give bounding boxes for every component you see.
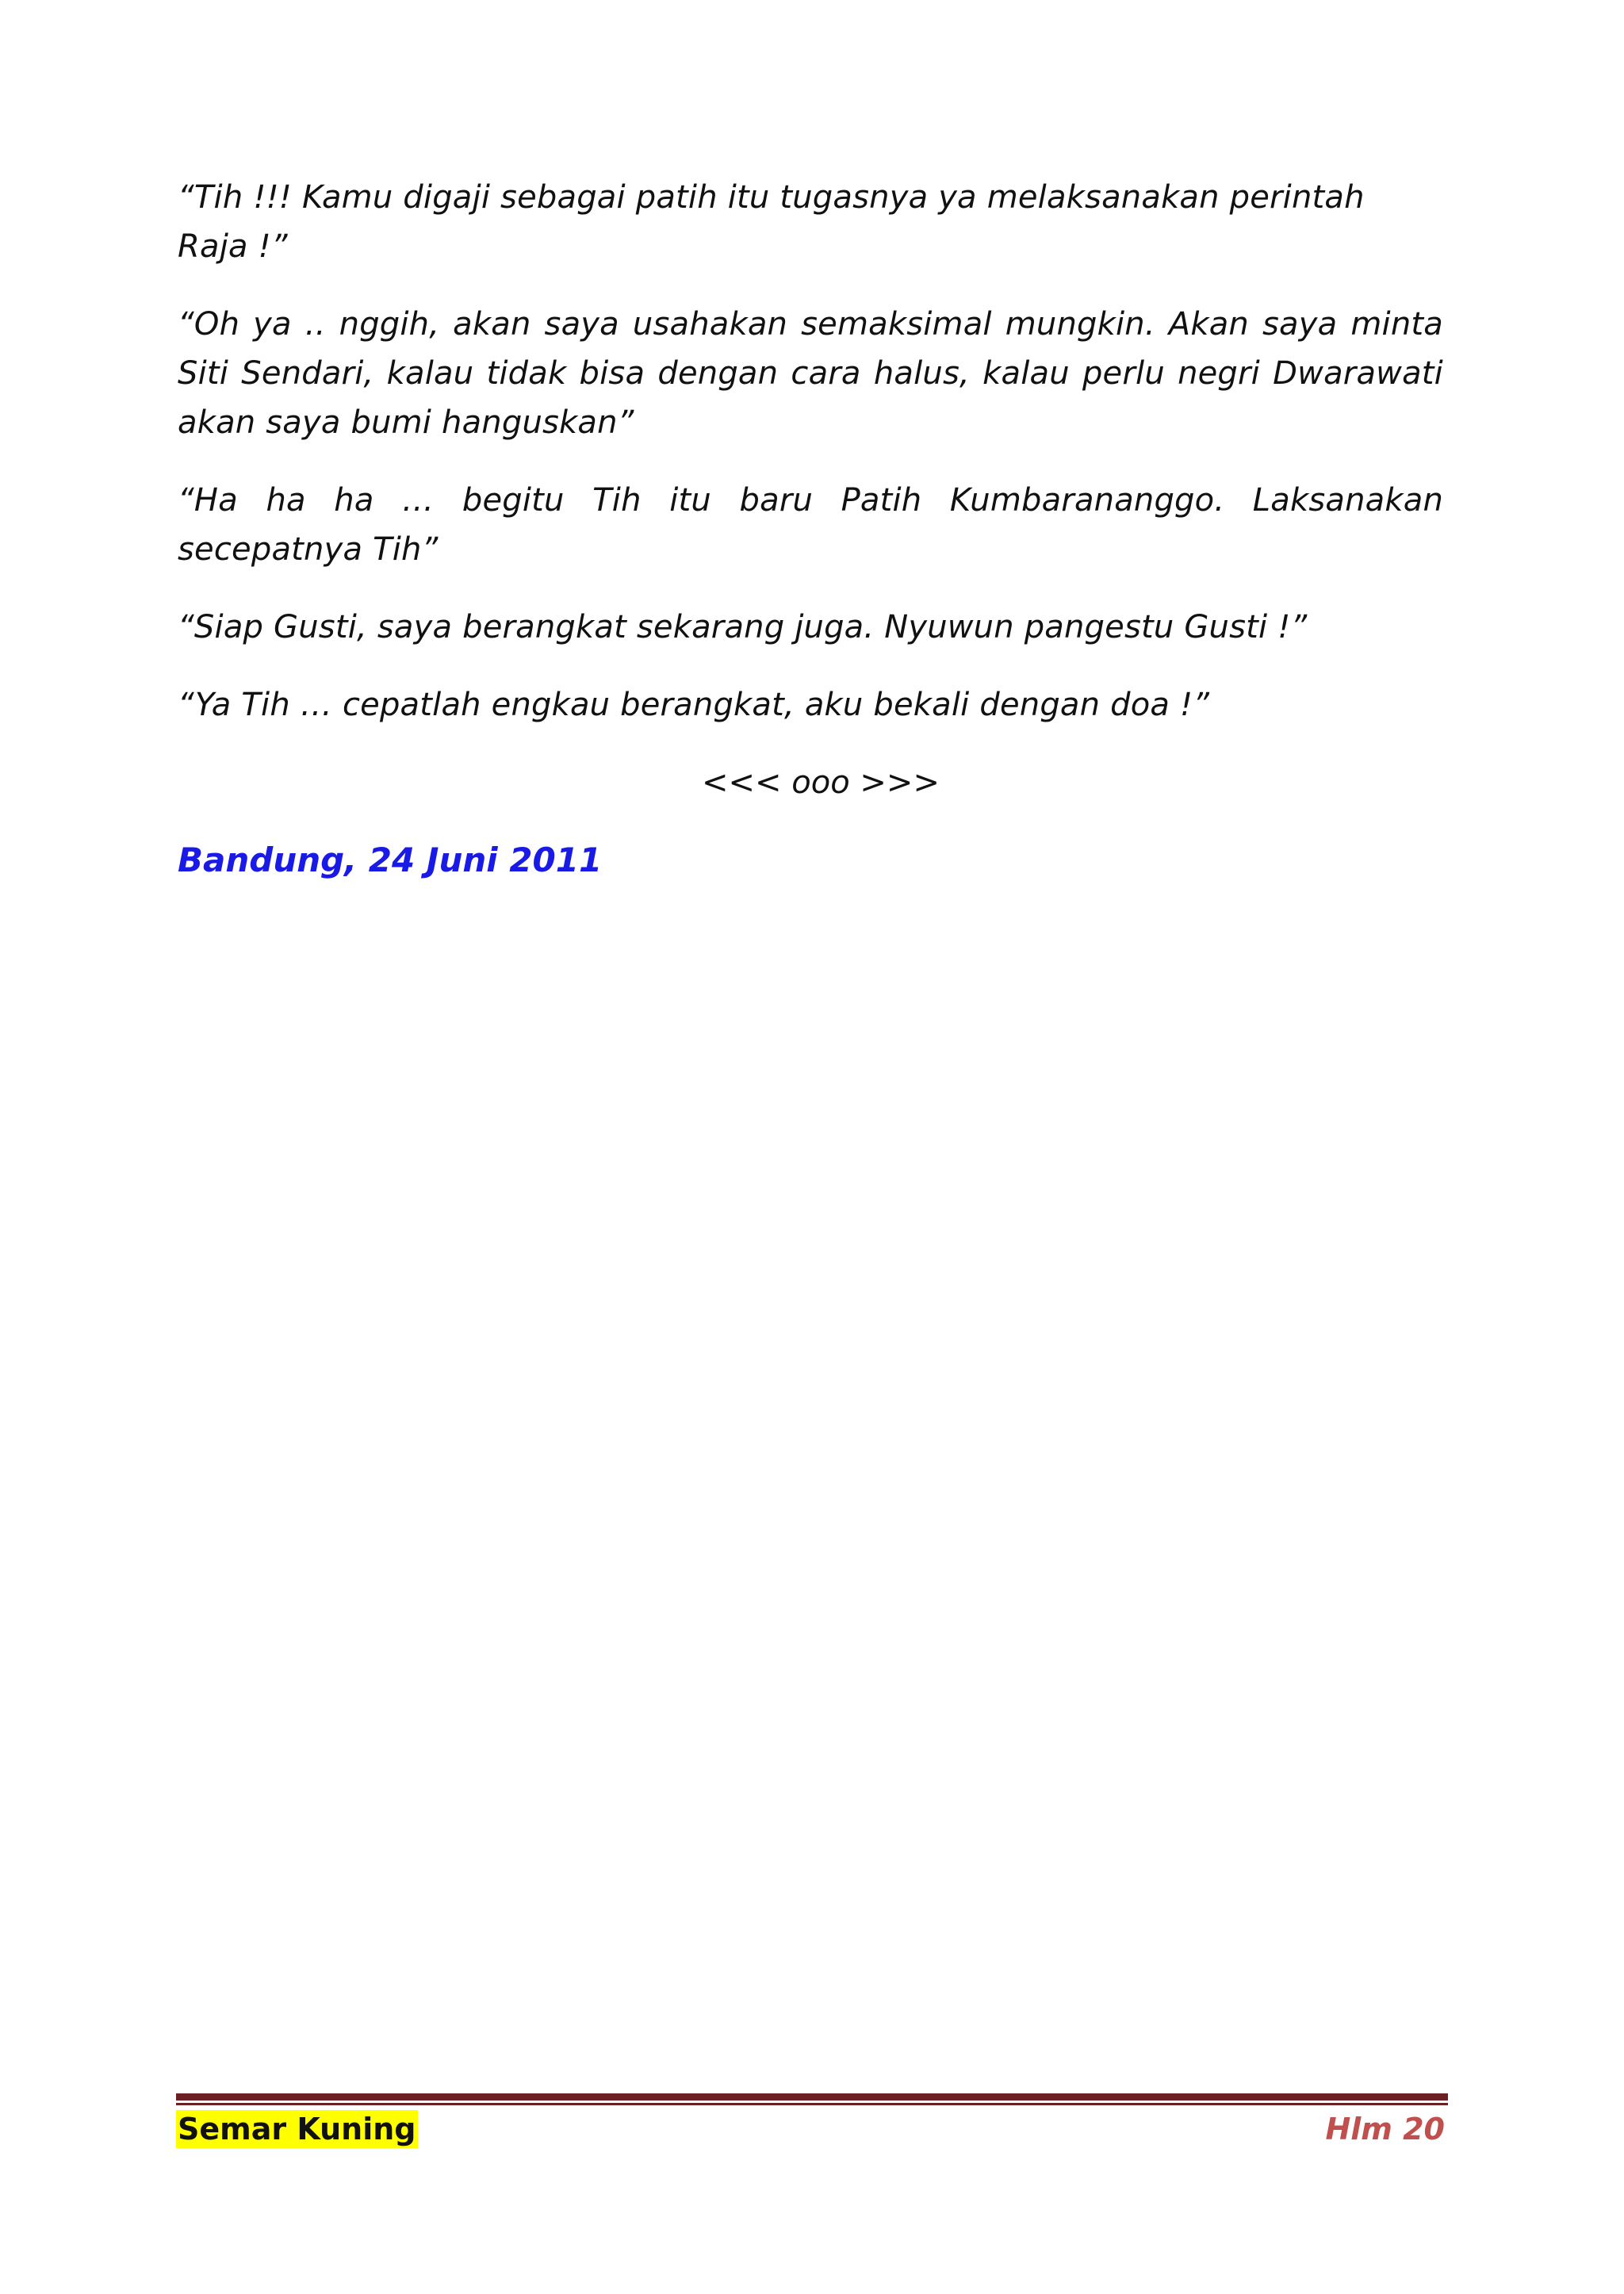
signoff-date: Bandung, 24 Juni 2011 [178,841,603,879]
section-separator: <<< ooo >>> [702,764,940,801]
footer-rule-thick [176,2093,1448,2101]
dialogue-paragraph: “Tih !!! Kamu digaji sebagai patih itu tugasnya ya melaksanakan perintah Raja !” [178,179,1365,265]
dialogue-paragraph: “Oh ya .. nggih, akan saya usahakan semaksimal mungkin. Akan saya minta Siti Sendari, kalau tidak bisa dengan cara halus, kalau perlu negri Dwarawati akan saya bumi hanguskan” [178,306,1443,441]
footer-rule-thin [176,2103,1448,2105]
page-footer [176,2093,1448,2153]
document-body [178,173,1443,885]
dialogue-paragraph: “Ya Tih … cepatlah engkau berangkat, aku bekali dengan doa !” [178,687,1210,723]
footer-row [176,2108,1448,2153]
dialogue-paragraph: “Siap Gusti, saya berangkat sekarang juga. Nyuwun pangestu Gusti !” [178,609,1308,645]
footer-page-number: Hlm 20 [1325,2112,1445,2147]
footer-title: Semar Kuning [178,2112,416,2147]
dialogue-paragraph: “Ha ha ha … begitu Tih itu baru Patih Kumbarananggo. Laksanakan secepatnya Tih” [178,482,1443,568]
